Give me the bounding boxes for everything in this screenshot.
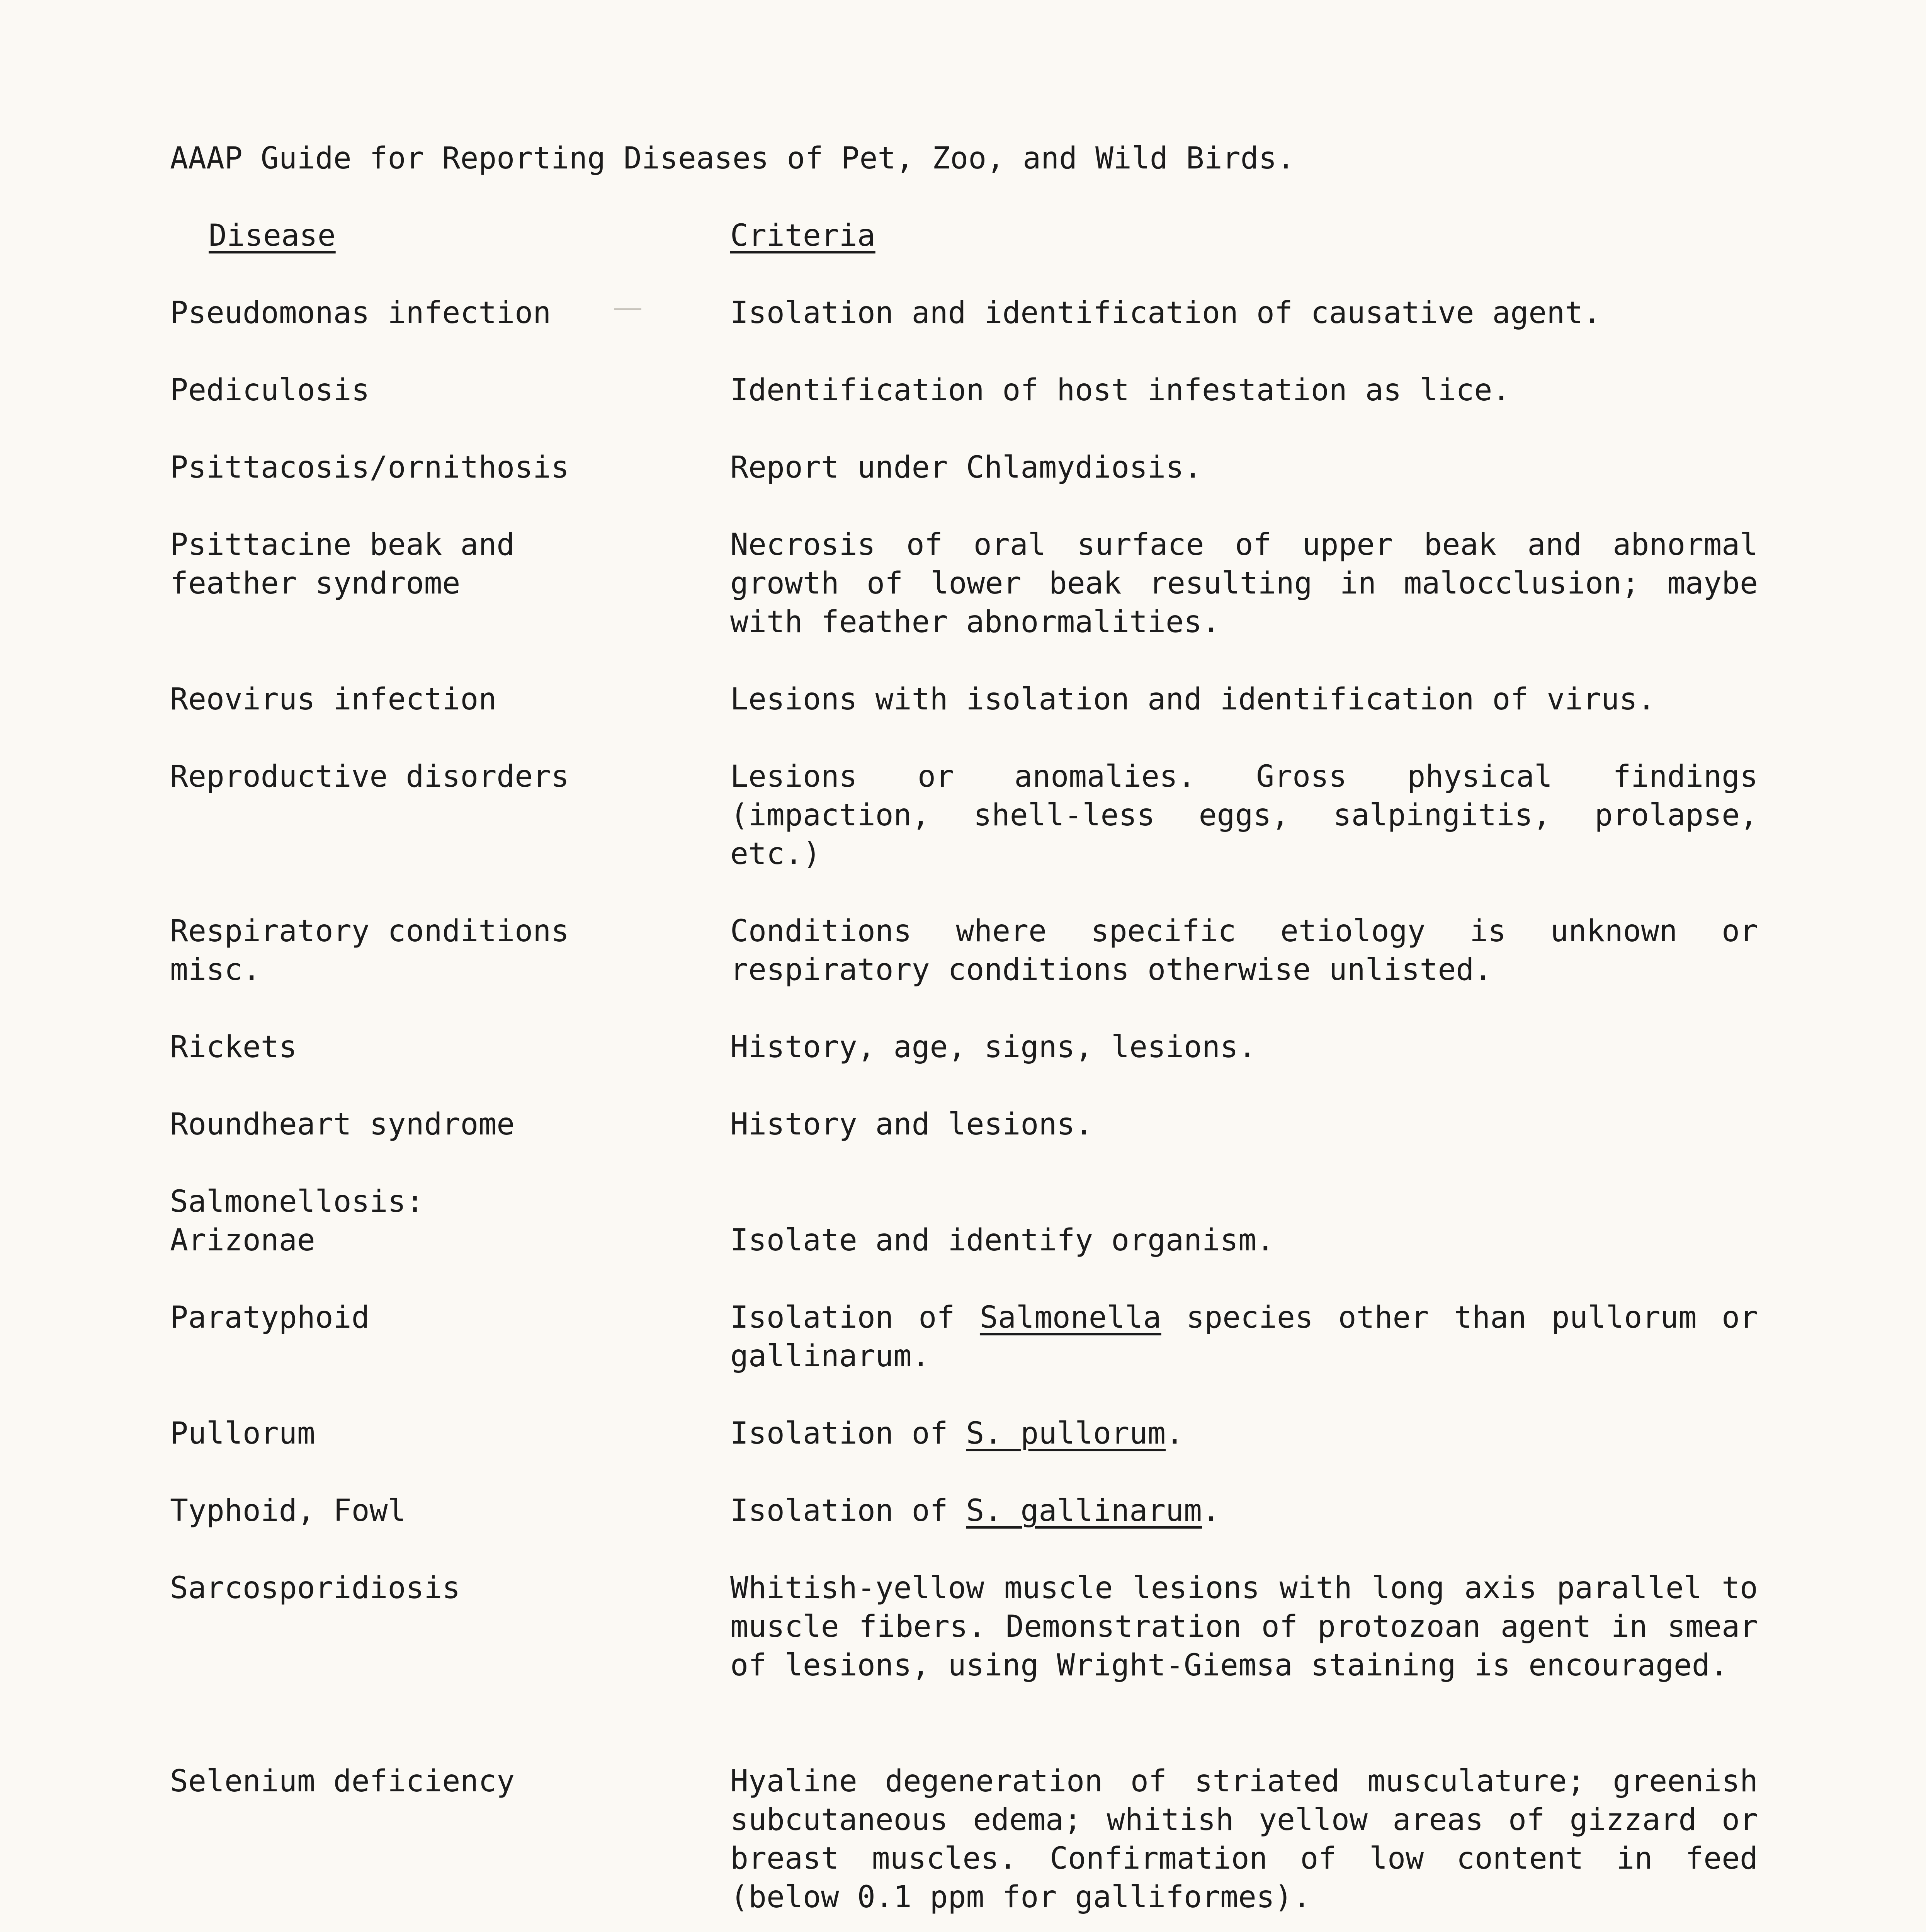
- disease-name: Roundheart syndrome: [170, 1107, 515, 1142]
- criteria-text: Necrosis of oral surface of upper beak and abnormal growth of lower beak resulting in malocclusion; maybe with feather abnormalities.: [730, 527, 1758, 639]
- criteria-suffix: .: [1202, 1493, 1220, 1528]
- criteria-suffix: species other than pullorum or gallinarum.: [730, 1300, 1758, 1374]
- criteria-text: Lesions or anomalies. Gross physical findings (impaction, shell-less eggs, salpingitis, prolapse, etc.): [730, 759, 1758, 871]
- disease-name: Pseudomonas infection: [170, 296, 551, 330]
- disease-name: Selenium deficiency: [170, 1764, 515, 1799]
- criteria-text: Isolate and identify organism.: [730, 1223, 1275, 1258]
- disease-name: Rickets: [170, 1030, 297, 1065]
- criteria-text: [730, 1414, 1758, 1453]
- criteria-text: [730, 1298, 1758, 1376]
- disease-name: Reovirus infection: [170, 682, 497, 717]
- disease-name: Sarcosporidiosis: [170, 1571, 461, 1605]
- disease-name: Salmonellosis:: [170, 1184, 424, 1219]
- disease-name: Psittacosis/ornithosis: [170, 450, 569, 485]
- criteria-text: Isolation and identification of causative agent.: [730, 296, 1601, 330]
- disease-name: Arizonae: [170, 1223, 315, 1258]
- species-name: Salmonella: [979, 1300, 1161, 1335]
- disease-name: Typhoid, Fowl: [170, 1493, 406, 1528]
- disease-column-header: Disease: [209, 218, 336, 253]
- criteria-text: Whitish-yellow muscle lesions with long axis parallel to muscle fibers. Demonstration of protozoan agent in smear of lesions, using Wright-Giemsa staining is encouraged.: [730, 1571, 1758, 1683]
- disease-name: Paratyphoid: [170, 1300, 370, 1335]
- criteria-text: Hyaline degeneration of striated musculature; greenish subcutaneous edema; whitish yellow areas of gizzard or breast muscles. Confirmation of low content in feed (below 0.1 ppm for galliformes).: [730, 1764, 1758, 1915]
- criteria-text: Identification of host infestation as lice.: [730, 373, 1511, 408]
- disease-name: Pullorum: [170, 1416, 315, 1451]
- page-title: AAAP Guide for Reporting Diseases of Pet, Zoo, and Wild Birds.: [170, 141, 1295, 176]
- criteria-text: [730, 1492, 1758, 1530]
- criteria-text: Report under Chlamydiosis.: [730, 450, 1202, 485]
- criteria-text: Lesions with isolation and identification of virus.: [730, 682, 1656, 717]
- species-name: S. gallinarum: [966, 1493, 1202, 1528]
- disease-name: Respiratory conditions misc.: [170, 914, 569, 987]
- disease-name: Pediculosis: [170, 373, 370, 408]
- disease-name: Psittacine beak and feather syndrome: [170, 527, 515, 601]
- criteria-text: Conditions where specific etiology is unknown or respiratory conditions otherwise unlisted.: [730, 914, 1758, 987]
- criteria-prefix: Isolation of: [730, 1416, 966, 1451]
- disease-name: Reproductive disorders: [170, 759, 569, 794]
- criteria-suffix: .: [1166, 1416, 1184, 1451]
- criteria-text: History, age, signs, lesions.: [730, 1030, 1256, 1065]
- species-name: S. pullorum: [966, 1416, 1166, 1451]
- criteria-column-header: Criteria: [730, 218, 875, 253]
- criteria-prefix: Isolation of: [730, 1300, 980, 1335]
- criteria-prefix: Isolation of: [730, 1493, 966, 1528]
- criteria-text: History and lesions.: [730, 1107, 1093, 1142]
